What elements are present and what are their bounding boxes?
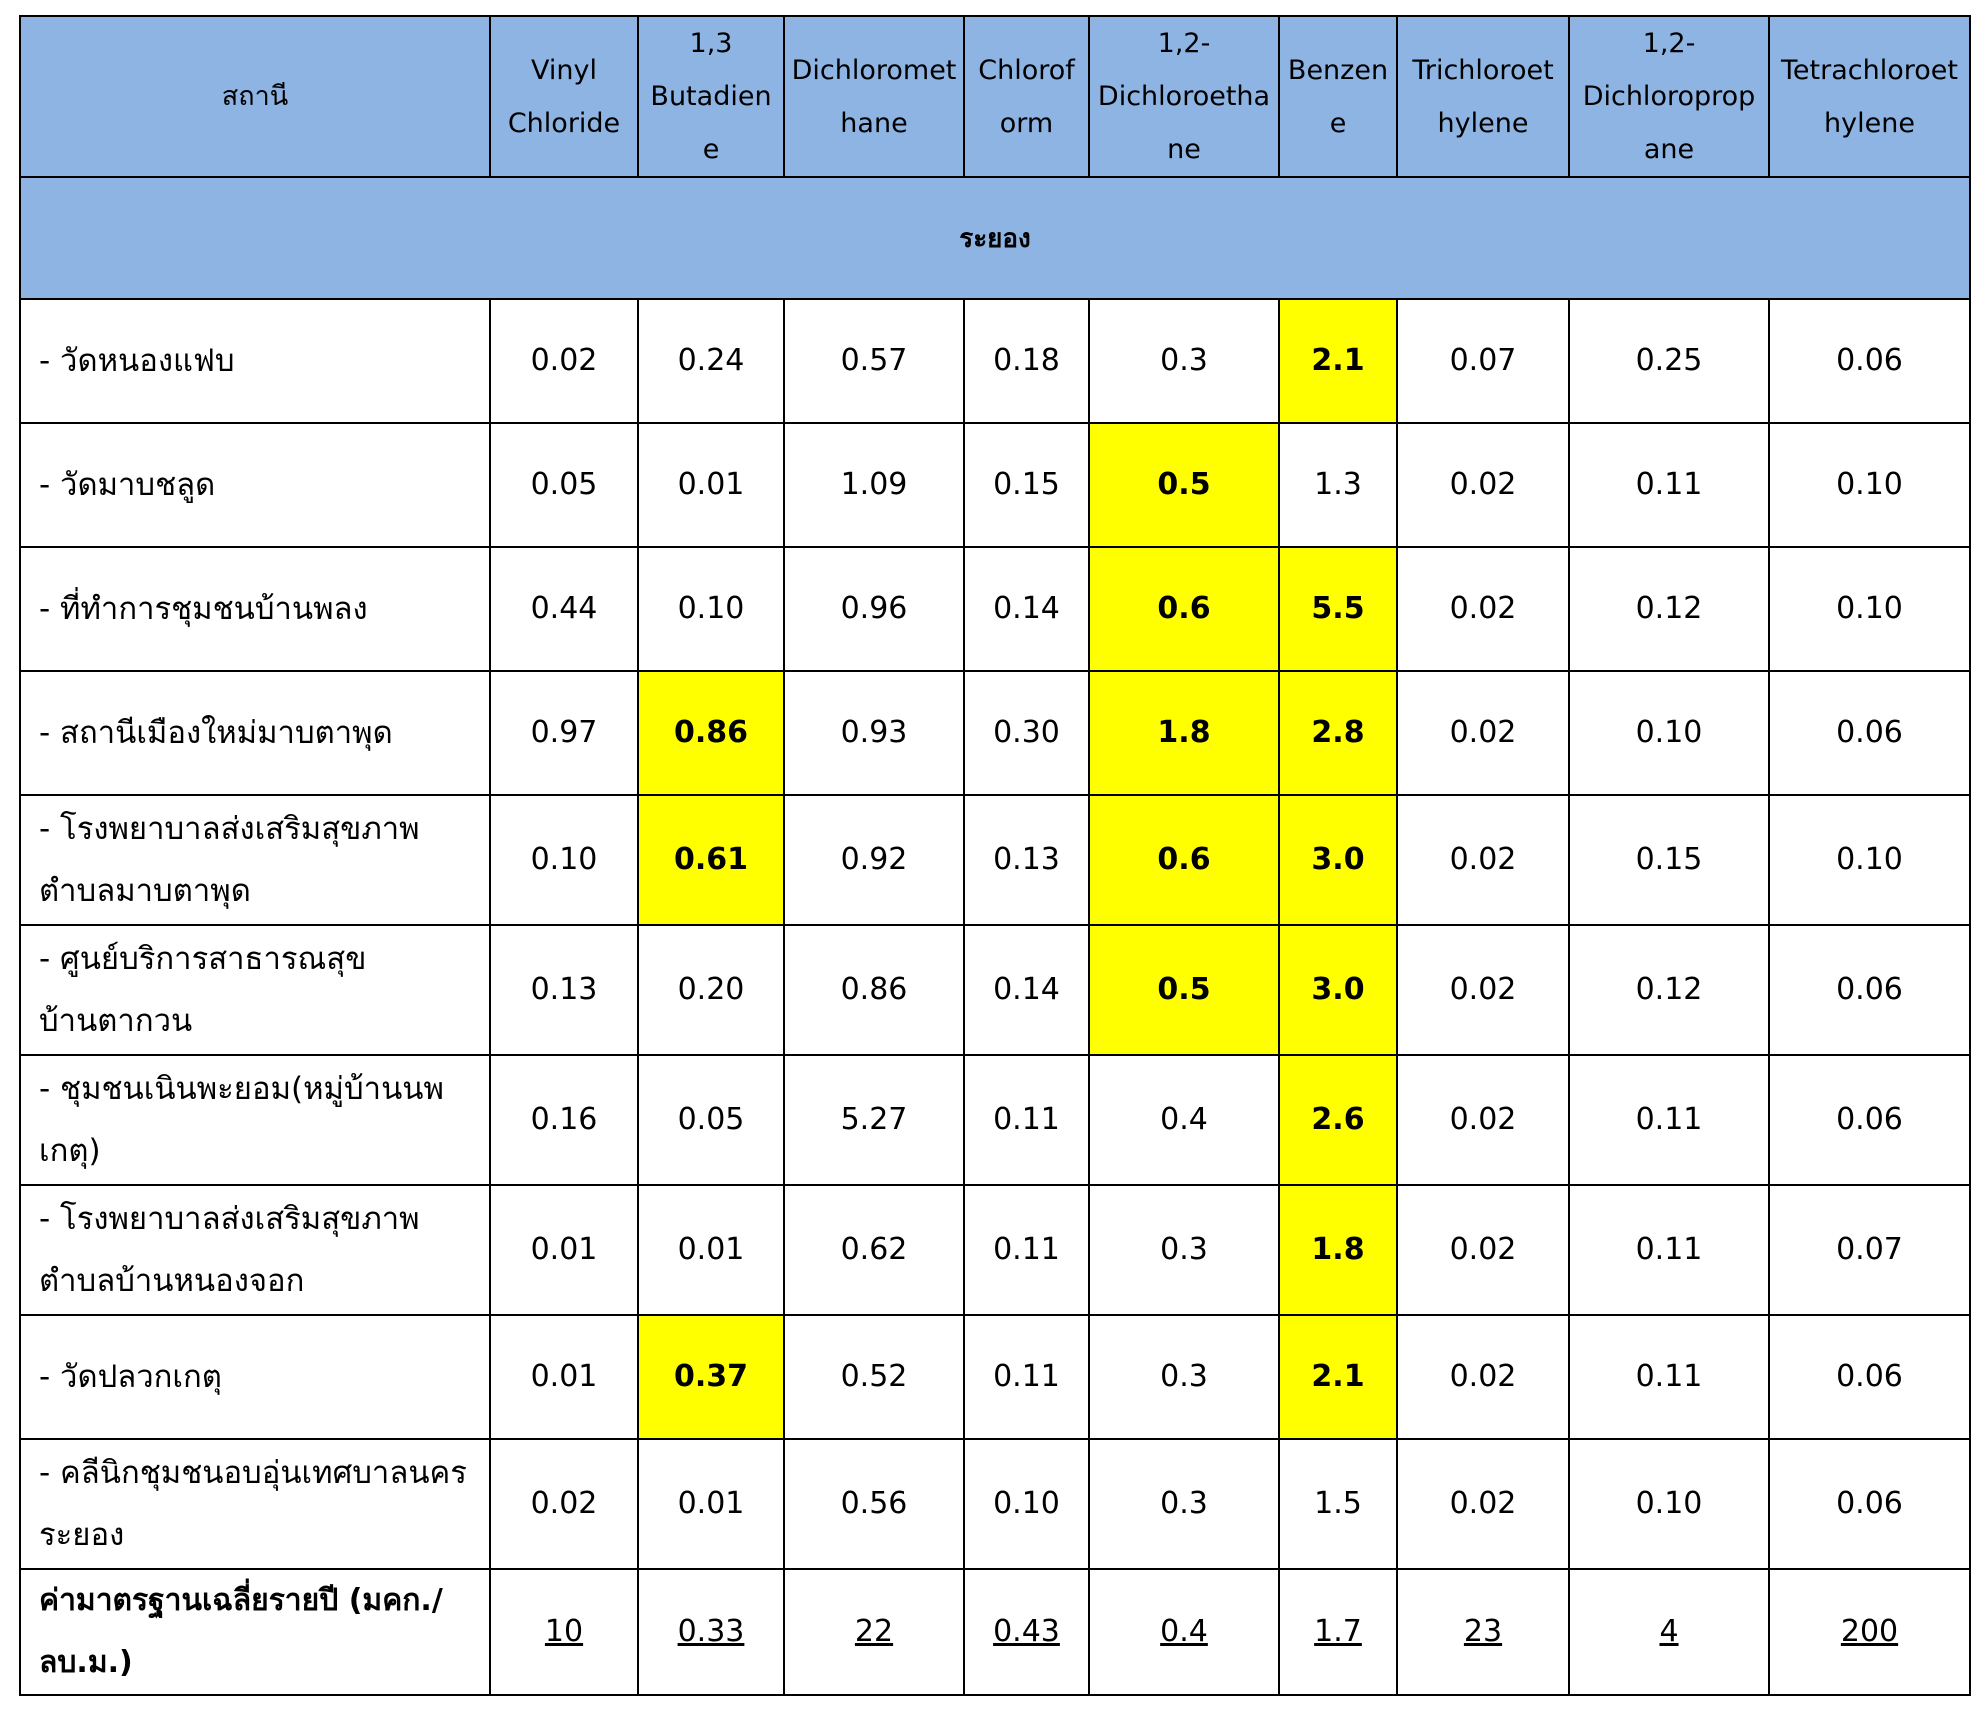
measurement-cell: 0.6 xyxy=(1089,547,1279,671)
measurement-cell: 0.11 xyxy=(1569,1055,1769,1185)
measurement-cell: 0.06 xyxy=(1769,1439,1970,1569)
table-row xyxy=(20,671,1970,795)
standard-row xyxy=(20,1569,1970,1695)
table-row xyxy=(20,547,1970,671)
measurement-cell: 0.02 xyxy=(1397,547,1569,671)
measurement-cell: 0.30 xyxy=(964,671,1089,795)
measurement-cell: 0.05 xyxy=(638,1055,784,1185)
measurement-cell: 0.05 xyxy=(490,423,638,547)
pollutant-header: 1,2-Dichloropropane xyxy=(1569,16,1769,177)
measurement-cell: 0.06 xyxy=(1769,1315,1970,1439)
measurement-cell: 0.01 xyxy=(490,1315,638,1439)
measurement-cell: 2.1 xyxy=(1279,299,1397,423)
measurement-cell: 0.11 xyxy=(964,1315,1089,1439)
measurement-cell: 0.07 xyxy=(1769,1185,1970,1315)
station-name: - ศูนย์บริการสาธารณสุขบ้านตากวน xyxy=(20,925,490,1055)
standard-value: 200 xyxy=(1769,1569,1970,1695)
measurement-cell: 0.06 xyxy=(1769,925,1970,1055)
measurement-cell: 0.11 xyxy=(964,1055,1089,1185)
measurement-cell: 0.3 xyxy=(1089,1315,1279,1439)
measurement-cell: 0.02 xyxy=(1397,423,1569,547)
measurement-cell: 0.14 xyxy=(964,547,1089,671)
measurement-cell: 0.13 xyxy=(964,795,1089,925)
measurement-cell: 0.10 xyxy=(1569,671,1769,795)
measurement-cell: 0.06 xyxy=(1769,299,1970,423)
measurement-cell: 0.01 xyxy=(638,1439,784,1569)
measurement-cell: 0.96 xyxy=(784,547,964,671)
station-name: - โรงพยาบาลส่งเสริมสุขภาพตำบลบ้านหนองจอก xyxy=(20,1185,490,1315)
station-name: - วัดหนองแฟบ xyxy=(20,299,490,423)
measurement-cell: 3.0 xyxy=(1279,795,1397,925)
measurement-cell: 0.4 xyxy=(1089,1055,1279,1185)
measurement-cell: 0.02 xyxy=(1397,1055,1569,1185)
standard-value: 1.7 xyxy=(1279,1569,1397,1695)
table-row xyxy=(20,795,1970,925)
measurement-cell: 1.09 xyxy=(784,423,964,547)
measurement-cell: 1.5 xyxy=(1279,1439,1397,1569)
measurement-cell: 1.8 xyxy=(1279,1185,1397,1315)
measurement-cell: 0.01 xyxy=(490,1185,638,1315)
measurement-cell: 0.10 xyxy=(1769,423,1970,547)
measurement-cell: 0.10 xyxy=(638,547,784,671)
station-name: - วัดมาบชลูด xyxy=(20,423,490,547)
measurement-cell: 2.1 xyxy=(1279,1315,1397,1439)
standard-label: ค่ามาตรฐานเฉลี่ยรายปี (มคก./ลบ.ม.) xyxy=(20,1569,490,1695)
measurement-cell: 0.12 xyxy=(1569,925,1769,1055)
measurement-cell: 0.10 xyxy=(1769,547,1970,671)
standard-value: 0.33 xyxy=(638,1569,784,1695)
measurement-cell: 0.15 xyxy=(1569,795,1769,925)
measurement-cell: 0.02 xyxy=(1397,1185,1569,1315)
measurement-cell: 0.02 xyxy=(1397,671,1569,795)
standard-value: 23 xyxy=(1397,1569,1569,1695)
station-name: - ที่ทำการชุมชนบ้านพลง xyxy=(20,547,490,671)
measurement-cell: 0.86 xyxy=(784,925,964,1055)
measurement-cell: 0.10 xyxy=(964,1439,1089,1569)
standard-value: 22 xyxy=(784,1569,964,1695)
measurement-cell: 0.10 xyxy=(1769,795,1970,925)
table-row xyxy=(20,1439,1970,1569)
measurement-cell: 0.11 xyxy=(1569,1185,1769,1315)
measurement-cell: 0.57 xyxy=(784,299,964,423)
header-row xyxy=(20,16,1970,177)
station-name: - สถานีเมืองใหม่มาบตาพุด xyxy=(20,671,490,795)
measurement-cell: 0.10 xyxy=(490,795,638,925)
measurement-cell: 5.27 xyxy=(784,1055,964,1185)
measurement-cell: 2.6 xyxy=(1279,1055,1397,1185)
measurement-cell: 0.01 xyxy=(638,423,784,547)
measurement-cell: 0.3 xyxy=(1089,1439,1279,1569)
table-row xyxy=(20,1055,1970,1185)
measurement-cell: 0.15 xyxy=(964,423,1089,547)
measurement-cell: 0.02 xyxy=(1397,1315,1569,1439)
measurement-cell: 0.02 xyxy=(1397,795,1569,925)
measurement-cell: 0.02 xyxy=(490,299,638,423)
table-row xyxy=(20,299,1970,423)
station-name: - คลีนิกชุมชนอบอุ่นเทศบาลนครระยอง xyxy=(20,1439,490,1569)
measurement-cell: 0.3 xyxy=(1089,299,1279,423)
measurement-cell: 0.02 xyxy=(490,1439,638,1569)
measurement-cell: 0.6 xyxy=(1089,795,1279,925)
pollutant-header: Trichloroethylene xyxy=(1397,16,1569,177)
measurement-cell: 2.8 xyxy=(1279,671,1397,795)
measurement-cell: 0.13 xyxy=(490,925,638,1055)
measurement-cell: 0.52 xyxy=(784,1315,964,1439)
measurement-cell: 0.11 xyxy=(964,1185,1089,1315)
measurement-cell: 0.11 xyxy=(1569,1315,1769,1439)
measurement-cell: 3.0 xyxy=(1279,925,1397,1055)
standard-value: 10 xyxy=(490,1569,638,1695)
measurement-cell: 0.02 xyxy=(1397,925,1569,1055)
measurement-cell: 5.5 xyxy=(1279,547,1397,671)
pollutant-header: 1,3 Butadiene xyxy=(638,16,784,177)
measurement-cell: 0.01 xyxy=(638,1185,784,1315)
measurement-cell: 0.06 xyxy=(1769,1055,1970,1185)
measurement-cell: 0.93 xyxy=(784,671,964,795)
measurement-cell: 0.56 xyxy=(784,1439,964,1569)
pollutant-header: 1,2-Dichloroethane xyxy=(1089,16,1279,177)
measurement-cell: 0.86 xyxy=(638,671,784,795)
region-name: ระยอง xyxy=(20,177,1970,299)
station-name: - ชุมชนเนินพะยอม(หมู่บ้านนพเกตุ) xyxy=(20,1055,490,1185)
standard-value: 0.43 xyxy=(964,1569,1089,1695)
station-name: - โรงพยาบาลส่งเสริมสุขภาพตำบลมาบตาพุด xyxy=(20,795,490,925)
measurement-cell: 0.06 xyxy=(1769,671,1970,795)
measurement-cell: 0.02 xyxy=(1397,1439,1569,1569)
measurement-cell: 0.62 xyxy=(784,1185,964,1315)
measurement-cell: 0.14 xyxy=(964,925,1089,1055)
pollutant-header: Chloroform xyxy=(964,16,1089,177)
pollutant-header: Benzene xyxy=(1279,16,1397,177)
measurement-cell: 0.25 xyxy=(1569,299,1769,423)
standard-value: 0.4 xyxy=(1089,1569,1279,1695)
table-row xyxy=(20,925,1970,1055)
table-row xyxy=(20,1315,1970,1439)
station-name: - วัดปลวกเกตุ xyxy=(20,1315,490,1439)
measurement-cell: 0.61 xyxy=(638,795,784,925)
voc-table xyxy=(19,15,1971,1696)
region-row xyxy=(20,177,1970,299)
measurement-cell: 0.07 xyxy=(1397,299,1569,423)
standard-value: 4 xyxy=(1569,1569,1769,1695)
measurement-cell: 0.44 xyxy=(490,547,638,671)
measurement-cell: 0.24 xyxy=(638,299,784,423)
measurement-cell: 0.10 xyxy=(1569,1439,1769,1569)
measurement-cell: 0.3 xyxy=(1089,1185,1279,1315)
measurement-cell: 0.16 xyxy=(490,1055,638,1185)
measurement-cell: 0.37 xyxy=(638,1315,784,1439)
measurement-cell: 0.5 xyxy=(1089,925,1279,1055)
station-column-header: สถานี xyxy=(20,16,490,177)
measurement-cell: 0.20 xyxy=(638,925,784,1055)
measurement-cell: 0.92 xyxy=(784,795,964,925)
measurement-cell: 0.18 xyxy=(964,299,1089,423)
measurement-cell: 0.12 xyxy=(1569,547,1769,671)
table-row xyxy=(20,1185,1970,1315)
measurement-cell: 1.8 xyxy=(1089,671,1279,795)
measurement-cell: 0.11 xyxy=(1569,423,1769,547)
measurement-cell: 0.97 xyxy=(490,671,638,795)
pollutant-header: Dichloromethane xyxy=(784,16,964,177)
measurement-cell: 1.3 xyxy=(1279,423,1397,547)
pollutant-header: Vinyl Chloride xyxy=(490,16,638,177)
pollutant-header: Tetrachloroethylene xyxy=(1769,16,1970,177)
measurement-cell: 0.5 xyxy=(1089,423,1279,547)
table-row xyxy=(20,423,1970,547)
